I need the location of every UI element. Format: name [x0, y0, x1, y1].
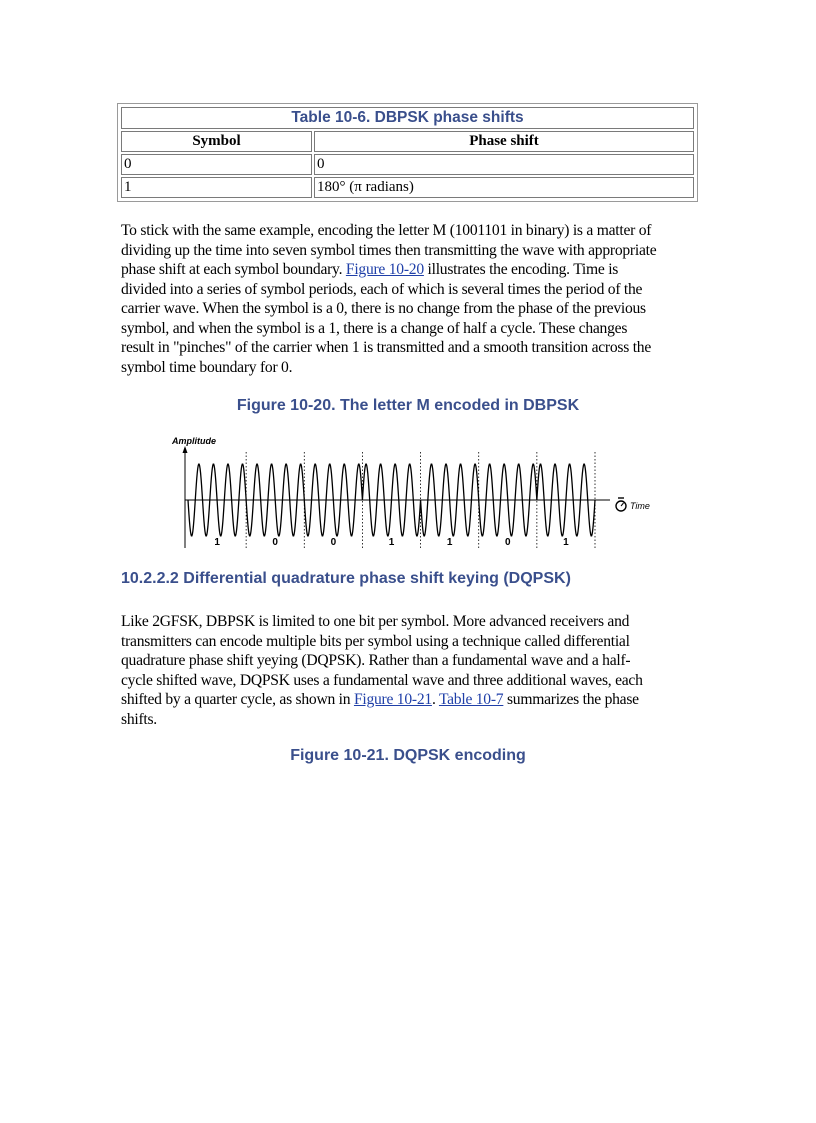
figure-10-20-title: Figure 10-20. The letter M encoded in DBPSK — [236, 397, 580, 414]
paragraph-text: . — [431, 691, 439, 708]
phase-shift-table-container — [117, 103, 698, 202]
dbpsk-waveform-figure — [170, 436, 650, 552]
amplitude-axis-label: Amplitude — [172, 436, 216, 446]
cell-symbol: 1 — [121, 177, 312, 198]
header-symbol: Symbol — [121, 131, 312, 152]
symbol-label: 0 — [505, 537, 511, 548]
cell-phase-shift: 0 — [314, 154, 694, 175]
symbol-label: 1 — [214, 537, 220, 548]
paragraph-text: To stick with the same example, encoding the letter M (1001101 in binary) is a matter of dividing up the time into seven symbol times then transmitting the wave with appropriate phase shift at each symbol boundary. — [121, 222, 657, 278]
paragraph-dqpsk — [121, 612, 661, 729]
header-phase-shift: Phase shift — [314, 131, 694, 152]
time-axis-label: Time — [630, 501, 650, 511]
table-row — [121, 177, 694, 198]
table-10-7-link[interactable]: Table 10-7 — [438, 691, 504, 708]
paragraph-text: summarizes the phase shifts. — [121, 691, 639, 728]
stopwatch-icon — [616, 498, 626, 511]
cell-phase-shift: 180° (π radians) — [314, 177, 694, 198]
cell-symbol: 0 — [121, 154, 312, 175]
symbol-label: 0 — [272, 537, 278, 548]
symbol-label: 1 — [446, 537, 453, 548]
symbol-labels — [214, 537, 569, 548]
amplitude-axis-arrow — [183, 446, 188, 453]
symbol-label: 1 — [563, 537, 569, 548]
paragraph-dbpsk-example — [121, 221, 661, 377]
symbol-label: 0 — [330, 537, 337, 548]
figure-10-21-title: Figure 10-21. DQPSK encoding — [290, 747, 526, 764]
paragraph-text: illustrates the encoding. Time is divided into a series of symbol periods, each of which is several times the period of the carrier wave. When the symbol is a 0, there is no change from the phase of the previous symbol, and when the symbol is a 1, there is a change of half a cycle. These changes result in "pinches" of the carrier when 1 is transmitted and a smooth transition across the symbol time boundary for 0. — [121, 261, 651, 376]
table-caption: Table 10-6. DBPSK phase shifts — [121, 107, 694, 129]
dbpsk-phase-shift-table — [119, 105, 696, 200]
symbol-label: 1 — [388, 537, 395, 548]
paragraph-text: Like 2GFSK, DBPSK is limited to one bit per symbol. More advanced receivers and transmitters can encode multiple bits per symbol using a technique called differential quadrature phase shift yeying (DQPSK). Rather than a fundamental wave and a half-cycle shifted wave, DQPSK uses a fundamental wave and three additional waves, each shifted by a quarter cycle, as shown in — [121, 613, 643, 708]
section-heading-dqpsk: 10.2.2.2 Differential quadrature phase shift keying (DQPSK) — [121, 570, 571, 587]
table-header-row — [121, 131, 694, 152]
figure-10-20-link[interactable]: Figure 10-20 — [345, 261, 424, 278]
figure-10-21-link[interactable]: Figure 10-21 — [353, 691, 432, 708]
table-row — [121, 154, 694, 175]
